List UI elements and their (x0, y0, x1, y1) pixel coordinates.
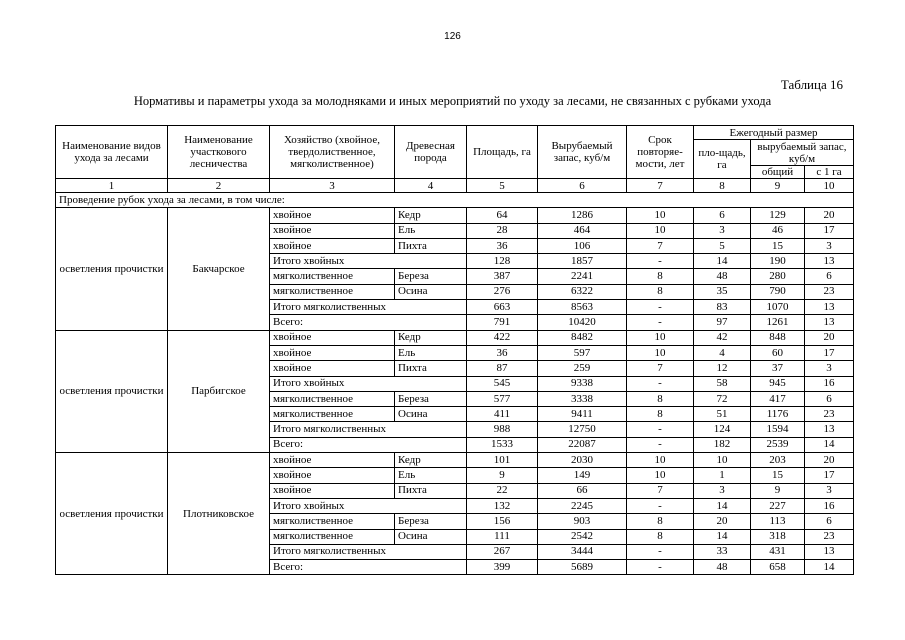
annual-per-ha-cell: 17 (805, 223, 854, 238)
period-cell: 7 (627, 238, 694, 253)
period-cell: 10 (627, 453, 694, 468)
annual-area-cell: 48 (694, 269, 751, 284)
annual-total-cell: 848 (751, 330, 805, 345)
column-number: 6 (538, 179, 627, 193)
annual-per-ha-cell: 20 (805, 208, 854, 223)
column-number: 10 (805, 179, 854, 193)
annual-total-cell: 2539 (751, 437, 805, 452)
annual-total-cell: 1176 (751, 407, 805, 422)
area-cell: 9 (467, 468, 538, 483)
stock-cell: 2241 (538, 269, 627, 284)
annual-area-cell: 72 (694, 391, 751, 406)
table-row (56, 453, 854, 468)
annual-total-cell: 113 (751, 514, 805, 529)
area-cell: 36 (467, 345, 538, 360)
species-cell: Осина (395, 407, 467, 422)
area-cell: 36 (467, 238, 538, 253)
period-cell: - (627, 315, 694, 330)
period-cell: 10 (627, 330, 694, 345)
period-cell: 10 (627, 468, 694, 483)
care-type-cell: осветления прочистки (56, 330, 168, 452)
period-cell: - (627, 544, 694, 559)
stock-cell: 597 (538, 345, 627, 360)
stock-cell: 5689 (538, 560, 627, 575)
species-cell: Пихта (395, 483, 467, 498)
annual-area-cell: 14 (694, 529, 751, 544)
annual-total-cell: 15 (751, 238, 805, 253)
area-cell: 64 (467, 208, 538, 223)
annual-per-ha-cell: 16 (805, 376, 854, 391)
annual-area-cell: 97 (694, 315, 751, 330)
annual-per-ha-cell: 6 (805, 514, 854, 529)
stock-cell: 66 (538, 483, 627, 498)
annual-area-cell: 83 (694, 300, 751, 315)
annual-area-cell: 58 (694, 376, 751, 391)
annual-area-cell: 33 (694, 544, 751, 559)
annual-per-ha-cell: 17 (805, 345, 854, 360)
stock-cell: 6322 (538, 284, 627, 299)
area-cell: 156 (467, 514, 538, 529)
species-cell: Осина (395, 284, 467, 299)
farm-cell: Итого хвойных (270, 498, 467, 513)
header-annual-stock: вырубаемый запас, куб/м (751, 140, 854, 166)
farm-cell: мягколиственное (270, 269, 395, 284)
area-cell: 128 (467, 254, 538, 269)
column-number: 9 (751, 179, 805, 193)
farm-cell: Всего: (270, 437, 467, 452)
farm-cell: Всего: (270, 560, 467, 575)
stock-cell: 2245 (538, 498, 627, 513)
species-cell: Ель (395, 468, 467, 483)
species-cell: Береза (395, 269, 467, 284)
header-stock: Вырубаемый запас, куб/м (538, 126, 627, 179)
annual-area-cell: 124 (694, 422, 751, 437)
annual-total-cell: 431 (751, 544, 805, 559)
period-cell: - (627, 498, 694, 513)
species-cell: Береза (395, 514, 467, 529)
annual-total-cell: 9 (751, 483, 805, 498)
forestry-cell: Бакчарское (168, 208, 270, 330)
annual-area-cell: 14 (694, 498, 751, 513)
forest-care-table (55, 125, 854, 575)
annual-per-ha-cell: 20 (805, 453, 854, 468)
column-number: 3 (270, 179, 395, 193)
farm-cell: мягколиственное (270, 407, 395, 422)
period-cell: - (627, 437, 694, 452)
species-cell: Кедр (395, 453, 467, 468)
annual-area-cell: 5 (694, 238, 751, 253)
farm-cell: хвойное (270, 483, 395, 498)
area-cell: 545 (467, 376, 538, 391)
farm-cell: хвойное (270, 453, 395, 468)
stock-cell: 8482 (538, 330, 627, 345)
annual-total-cell: 15 (751, 468, 805, 483)
species-cell: Пихта (395, 238, 467, 253)
stock-cell: 464 (538, 223, 627, 238)
annual-per-ha-cell: 13 (805, 300, 854, 315)
stock-cell: 149 (538, 468, 627, 483)
column-number: 8 (694, 179, 751, 193)
care-type-cell: осветления прочистки (56, 208, 168, 330)
page-number: 126 (444, 31, 461, 42)
column-number: 7 (627, 179, 694, 193)
header-area: Площадь, га (467, 126, 538, 179)
annual-area-cell: 51 (694, 407, 751, 422)
farm-cell: хвойное (270, 468, 395, 483)
stock-cell: 1286 (538, 208, 627, 223)
annual-total-cell: 129 (751, 208, 805, 223)
area-cell: 87 (467, 361, 538, 376)
column-number: 1 (56, 179, 168, 193)
period-cell: 8 (627, 529, 694, 544)
stock-cell: 12750 (538, 422, 627, 437)
annual-total-cell: 1261 (751, 315, 805, 330)
annual-total-cell: 60 (751, 345, 805, 360)
annual-area-cell: 4 (694, 345, 751, 360)
stock-cell: 3338 (538, 391, 627, 406)
column-number: 2 (168, 179, 270, 193)
species-cell: Ель (395, 345, 467, 360)
stock-cell: 22087 (538, 437, 627, 452)
header-period: Срок повторяе-мости, лет (627, 126, 694, 179)
farm-cell: мягколиственное (270, 391, 395, 406)
header-annual-per-ha: с 1 га (805, 166, 854, 179)
stock-cell: 8563 (538, 300, 627, 315)
annual-total-cell: 417 (751, 391, 805, 406)
stock-cell: 3444 (538, 544, 627, 559)
annual-area-cell: 35 (694, 284, 751, 299)
header-species: Древесная порода (395, 126, 467, 179)
farm-cell: мягколиственное (270, 529, 395, 544)
annual-per-ha-cell: 6 (805, 391, 854, 406)
area-cell: 28 (467, 223, 538, 238)
annual-per-ha-cell: 13 (805, 254, 854, 269)
area-cell: 387 (467, 269, 538, 284)
annual-total-cell: 280 (751, 269, 805, 284)
period-cell: 10 (627, 223, 694, 238)
farm-cell: мягколиственное (270, 284, 395, 299)
annual-per-ha-cell: 20 (805, 330, 854, 345)
farm-cell: Итого мягколиственных (270, 300, 467, 315)
species-cell: Пихта (395, 361, 467, 376)
header-forestry: Наименование участкового лесничества (168, 126, 270, 179)
area-cell: 399 (467, 560, 538, 575)
table-row (56, 330, 854, 345)
area-cell: 267 (467, 544, 538, 559)
area-cell: 111 (467, 529, 538, 544)
farm-cell: мягколиственное (270, 514, 395, 529)
farm-cell: Итого мягколиственных (270, 422, 467, 437)
section-title: Проведение рубок ухода за лесами, в том числе: (56, 193, 854, 208)
farm-cell: хвойное (270, 361, 395, 376)
species-cell: Кедр (395, 330, 467, 345)
farm-cell: Итого мягколиственных (270, 544, 467, 559)
annual-area-cell: 3 (694, 483, 751, 498)
stock-cell: 259 (538, 361, 627, 376)
farm-cell: хвойное (270, 345, 395, 360)
annual-area-cell: 48 (694, 560, 751, 575)
annual-total-cell: 658 (751, 560, 805, 575)
area-cell: 1533 (467, 437, 538, 452)
stock-cell: 10420 (538, 315, 627, 330)
annual-area-cell: 14 (694, 254, 751, 269)
period-cell: - (627, 560, 694, 575)
annual-per-ha-cell: 6 (805, 269, 854, 284)
species-cell: Кедр (395, 208, 467, 223)
annual-per-ha-cell: 14 (805, 437, 854, 452)
farm-cell: хвойное (270, 330, 395, 345)
forestry-cell: Парбигское (168, 330, 270, 452)
annual-per-ha-cell: 13 (805, 422, 854, 437)
annual-area-cell: 10 (694, 453, 751, 468)
annual-total-cell: 190 (751, 254, 805, 269)
header-annual: Ежегодный размер (694, 126, 854, 140)
column-number: 5 (467, 179, 538, 193)
area-cell: 132 (467, 498, 538, 513)
area-cell: 791 (467, 315, 538, 330)
annual-per-ha-cell: 3 (805, 361, 854, 376)
annual-area-cell: 3 (694, 223, 751, 238)
farm-cell: хвойное (270, 208, 395, 223)
species-cell: Осина (395, 529, 467, 544)
table-body (56, 193, 854, 575)
table-header (56, 126, 854, 193)
table-row (56, 208, 854, 223)
annual-total-cell: 945 (751, 376, 805, 391)
column-number: 4 (395, 179, 467, 193)
period-cell: 7 (627, 483, 694, 498)
farm-cell: хвойное (270, 238, 395, 253)
annual-per-ha-cell: 23 (805, 284, 854, 299)
table-label: Таблица 16 (780, 77, 843, 92)
area-cell: 663 (467, 300, 538, 315)
header-care-type: Наименование видов ухода за лесами (56, 126, 168, 179)
stock-cell: 903 (538, 514, 627, 529)
table-title: Нормативы и параметры ухода за молодняками и иных мероприятий по уходу за лесами, не связанных с рубками ухода (133, 94, 772, 108)
stock-cell: 2542 (538, 529, 627, 544)
period-cell: 8 (627, 284, 694, 299)
area-cell: 22 (467, 483, 538, 498)
header-farm: Хозяйство (хвойное, твердолиственное, мягколиственное) (270, 126, 395, 179)
farm-cell: Итого хвойных (270, 376, 467, 391)
area-cell: 422 (467, 330, 538, 345)
stock-cell: 9411 (538, 407, 627, 422)
area-cell: 276 (467, 284, 538, 299)
stock-cell: 106 (538, 238, 627, 253)
annual-total-cell: 227 (751, 498, 805, 513)
header-annual-area: пло-щадь, га (694, 140, 751, 179)
farm-cell: хвойное (270, 223, 395, 238)
annual-total-cell: 203 (751, 453, 805, 468)
stock-cell: 1857 (538, 254, 627, 269)
period-cell: 10 (627, 208, 694, 223)
annual-area-cell: 1 (694, 468, 751, 483)
annual-per-ha-cell: 3 (805, 238, 854, 253)
farm-cell: Итого хвойных (270, 254, 467, 269)
farm-cell: Всего: (270, 315, 467, 330)
forestry-cell: Плотниковское (168, 453, 270, 575)
annual-total-cell: 790 (751, 284, 805, 299)
area-cell: 411 (467, 407, 538, 422)
stock-cell: 9338 (538, 376, 627, 391)
period-cell: - (627, 422, 694, 437)
annual-area-cell: 182 (694, 437, 751, 452)
area-cell: 577 (467, 391, 538, 406)
annual-per-ha-cell: 23 (805, 407, 854, 422)
annual-total-cell: 1070 (751, 300, 805, 315)
area-cell: 101 (467, 453, 538, 468)
annual-area-cell: 6 (694, 208, 751, 223)
period-cell: 8 (627, 407, 694, 422)
stock-cell: 2030 (538, 453, 627, 468)
annual-area-cell: 12 (694, 361, 751, 376)
period-cell: 7 (627, 361, 694, 376)
annual-per-ha-cell: 3 (805, 483, 854, 498)
column-number-row (56, 179, 854, 193)
annual-per-ha-cell: 16 (805, 498, 854, 513)
species-cell: Ель (395, 223, 467, 238)
annual-per-ha-cell: 14 (805, 560, 854, 575)
section-title-row (56, 193, 854, 208)
species-cell: Береза (395, 391, 467, 406)
annual-total-cell: 1594 (751, 422, 805, 437)
annual-per-ha-cell: 13 (805, 315, 854, 330)
care-type-cell: осветления прочистки (56, 453, 168, 575)
period-cell: - (627, 376, 694, 391)
period-cell: - (627, 254, 694, 269)
annual-total-cell: 37 (751, 361, 805, 376)
annual-per-ha-cell: 13 (805, 544, 854, 559)
annual-total-cell: 318 (751, 529, 805, 544)
annual-per-ha-cell: 23 (805, 529, 854, 544)
period-cell: 8 (627, 269, 694, 284)
period-cell: 8 (627, 391, 694, 406)
annual-total-cell: 46 (751, 223, 805, 238)
annual-area-cell: 20 (694, 514, 751, 529)
period-cell: 10 (627, 345, 694, 360)
annual-per-ha-cell: 17 (805, 468, 854, 483)
annual-area-cell: 42 (694, 330, 751, 345)
period-cell: - (627, 300, 694, 315)
area-cell: 988 (467, 422, 538, 437)
period-cell: 8 (627, 514, 694, 529)
header-annual-total: общий (751, 166, 805, 179)
